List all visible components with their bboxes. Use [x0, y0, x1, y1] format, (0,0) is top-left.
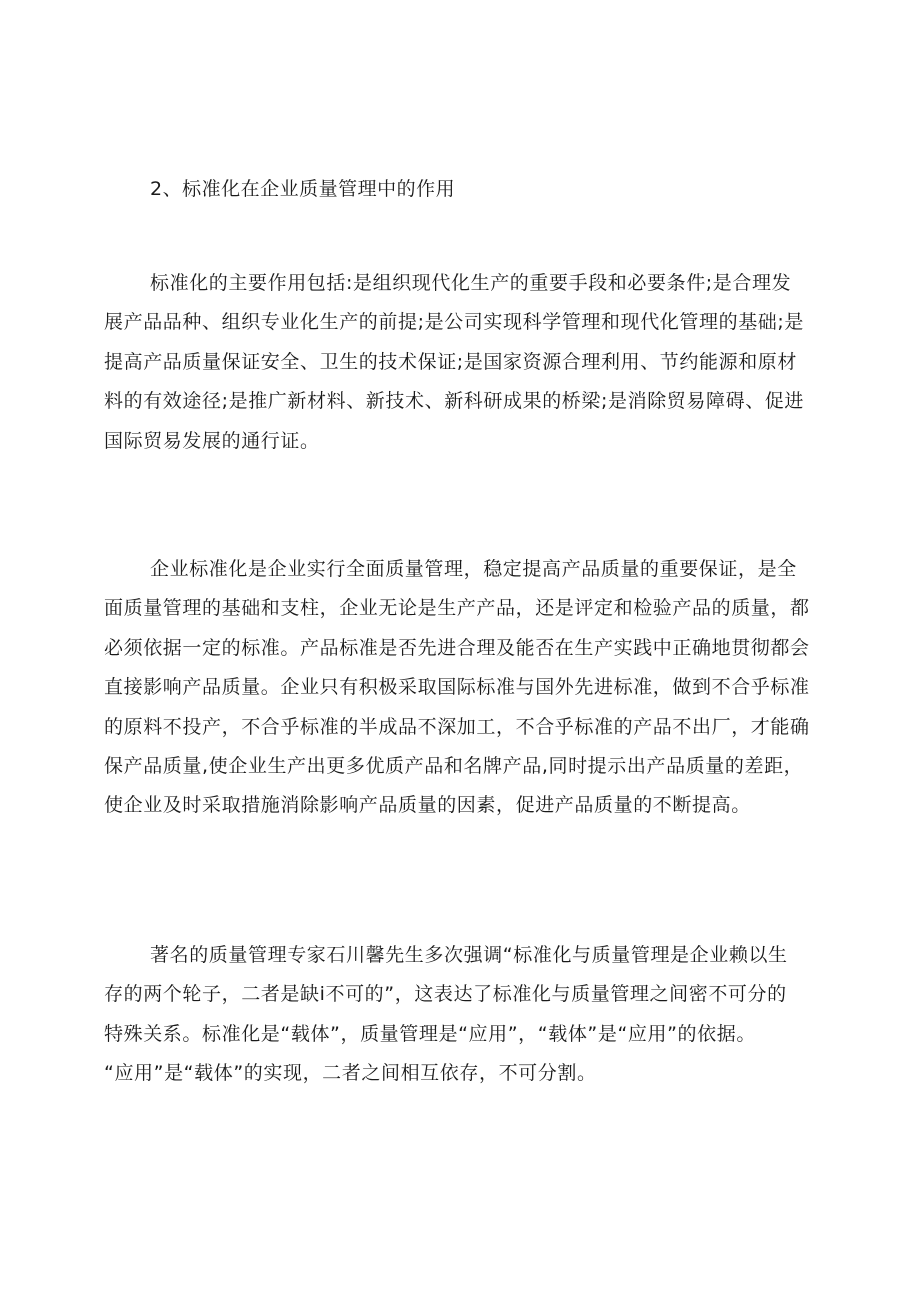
paragraph-enterprise-standardization — [104, 550, 824, 826]
paragraph-line: 存的两个轮子，二者是缺i不可的”，这表达了标准化与质量管理之间密不可分的 — [104, 983, 787, 1006]
paragraph-line: 特殊关系。标准化是“载体”，质量管理是“应用”，“载体”是“应用”的依据。 — [104, 1022, 756, 1045]
paragraph-line: 保产品质量,使企业生产出更多优质产品和名牌产品,同时提示出产品质量的差距， — [104, 754, 804, 777]
paragraph-line: “应用”是“载体”的实现，二者之间相互依存，不可分割。 — [104, 1062, 597, 1085]
paragraph-line: 面质量管理的基础和支柱，企业无论是生产产品，还是评定和检验产品的质量，都 — [104, 597, 810, 620]
paragraph-line: 国际贸易发展的通行证。 — [104, 429, 320, 452]
paragraph-line: 的原料不投产，不合乎标准的半成品不深加工，不合乎标准的产品不出厂，才能确 — [104, 715, 810, 738]
paragraph-line: 标准化的主要作用包括:是组织现代化生产的重要手段和必要条件;是合理发 — [150, 272, 792, 294]
paragraph-line: 企业标准化是企业实行全面质量管理，稳定提高产品质量的重要保证，是全 — [150, 558, 797, 580]
paragraph-line: 展产品品种、组织专业化生产的前提;是公司实现科学管理和现代化管理的基础;是 — [104, 311, 805, 334]
paragraph-line: 使企业及时采取措施消除影响产品质量的因素，促进产品质量的不断提高。 — [104, 794, 751, 817]
paragraph-line: 提高产品质量保证安全、卫生的技术保证;是国家资源合理利用、节约能源和原材 — [104, 350, 798, 373]
paragraph-line: 料的有效途径;是推广新材料、新技术、新科研成果的桥梁;是消除贸易障碍、促进 — [104, 390, 805, 413]
paragraph-ishikawa-quote — [104, 936, 824, 1094]
paragraph-line: 直接影响产品质量。企业只有积极采取国际标准与国外先进标准，做到不合乎标准 — [104, 676, 810, 699]
paragraph-line: 必须依据一定的标准。产品标准是否先进合理及能否在生产实践中正确地贯彻都会 — [104, 636, 810, 659]
paragraph-line: 著名的质量管理专家石川馨先生多次强调“标准化与质量管理是企业赖以生 — [150, 944, 788, 966]
paragraph-standardization-roles — [104, 264, 824, 461]
section-heading: 2、标准化在企业质量管理中的作用 — [150, 178, 456, 200]
